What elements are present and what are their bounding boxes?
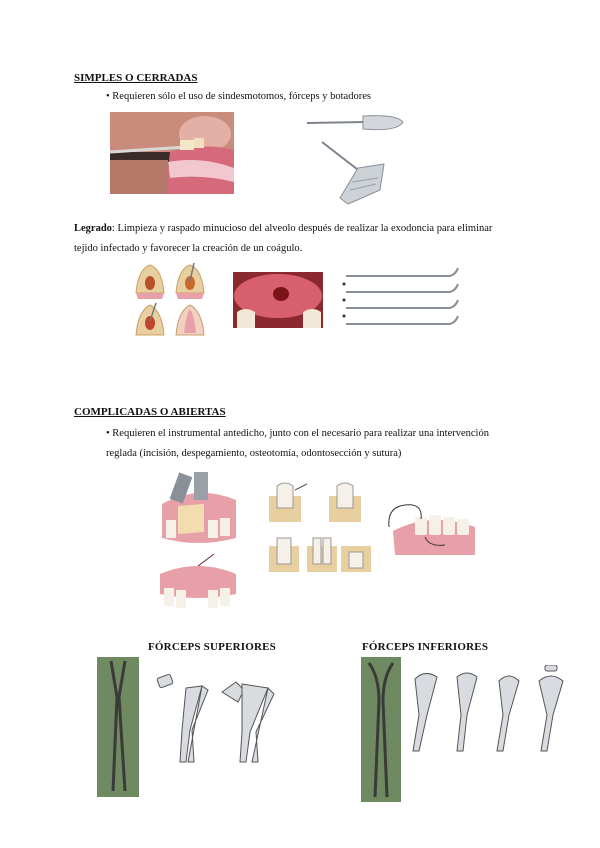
forceps-superiores-drawings <box>150 672 276 764</box>
sindesmotomo-instrument <box>318 138 398 206</box>
botador-instrument <box>305 112 405 134</box>
colgajo-illustrations <box>158 470 238 610</box>
photo-forceps-superior <box>97 657 139 797</box>
legrado-line1: : Limpieza y raspado minucioso del alveolo después de realizar la exodoncia para eliminar <box>111 223 493 234</box>
section-heading-simples: SIMPLES O CERRADAS <box>74 72 198 84</box>
heading-forceps-inferiores: FÓRCEPS INFERIORES <box>362 641 489 653</box>
bullet-complicadas <box>106 424 506 464</box>
photo-forceps-inferior <box>361 657 401 802</box>
bullet-complicadas-line1: • Requieren el instrumental antedicho, junto con el necesario para realizar una intervención <box>106 428 489 439</box>
bullet-simples: • Requieren sólo el uso de sindesmotomos, fórceps y botadores <box>106 91 371 102</box>
odontoseccion-diagrams <box>265 480 375 576</box>
section-heading-complicadas: COMPLICADAS O ABIERTAS <box>74 406 226 418</box>
sutura-illustration <box>385 497 477 555</box>
photo-alveolo <box>233 272 323 328</box>
cucharillas-instruments <box>340 266 460 336</box>
legrado-term: Legrado <box>74 223 112 234</box>
heading-forceps-superiores: FÓRCEPS SUPERIORES <box>148 641 276 653</box>
legrado-line2: tejido infectado y favorecer la creación de un coágulo. <box>74 243 303 254</box>
bullet-complicadas-line2: reglada (incisión, despegamiento, osteotomía, odontosección y sutura) <box>106 448 402 459</box>
forceps-inferiores-drawings <box>405 665 571 755</box>
alveolo-diagrams <box>132 263 208 339</box>
legrado-paragraph <box>74 219 544 259</box>
photo-extraction-mouth <box>110 112 234 194</box>
